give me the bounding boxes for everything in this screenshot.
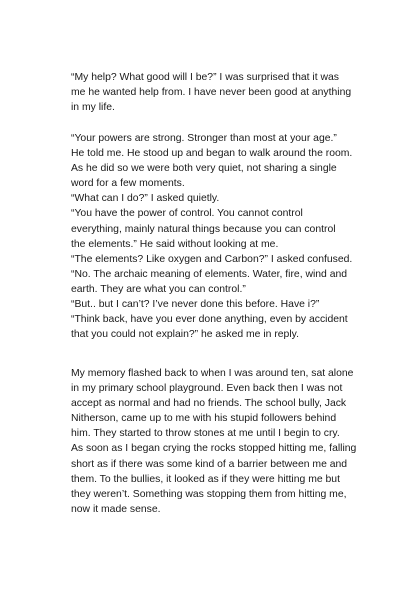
text-line: “My help? What good will I be?” I was surprised that it was bbox=[71, 72, 339, 83]
text-line: My memory flashed back to when I was around ten, sat alone bbox=[71, 368, 354, 379]
text-line: they weren’t. Something was stopping them from hitting me, bbox=[71, 488, 347, 500]
text-line: As soon as I began crying the rocks stopped hitting me, falling bbox=[71, 443, 357, 455]
text-line: “You have the power of control. You cannot control bbox=[71, 208, 303, 220]
text-line: “Think back, have you ever done anything, even by accident bbox=[71, 314, 348, 326]
text-line: Nitherson, came up to me with his stupid followers behind bbox=[71, 413, 337, 425]
text-line: him. They started to throw stones at me until I begin to cry. bbox=[71, 428, 340, 440]
paragraph-dialogue-powers bbox=[71, 131, 371, 342]
text-line: everything, mainly natural things because you can control bbox=[71, 223, 336, 235]
text-line: in my life. bbox=[71, 102, 115, 114]
text-line: them. To the bullies, it looked as if they were hitting me but bbox=[71, 473, 340, 485]
text-line: earth. They are what you can control.” bbox=[71, 283, 246, 295]
paragraph-memory-flashback bbox=[71, 366, 371, 517]
text-line: in my primary school playground. Even back then I was not bbox=[71, 383, 343, 395]
text-line: accept as normal and had no friends. The school bully, Jack bbox=[71, 398, 347, 410]
text-line: me he wanted help from. I have never been good at anything bbox=[71, 87, 352, 99]
text-line: short as if there was some kind of a barrier between me and bbox=[71, 458, 348, 470]
text-line: He told me. He stood up and began to walk around the room. bbox=[71, 148, 353, 160]
text-line: “But.. but I can’t? I’ve never done this before. Have i?” bbox=[71, 299, 320, 311]
text-line: “No. The archaic meaning of elements. Water, fire, wind and bbox=[71, 268, 348, 280]
text-line: the elements.” He said without looking at me. bbox=[71, 238, 279, 250]
text-line: “What can I do?” I asked quietly. bbox=[71, 193, 220, 205]
text-line: that you could not explain?” he asked me in reply. bbox=[71, 329, 299, 341]
text-line: now it made sense. bbox=[71, 503, 161, 515]
text-line: “The elements? Like oxygen and Carbon?” I asked confused. bbox=[71, 253, 353, 265]
text-line: As he did so we were both very quiet, not sharing a single bbox=[71, 163, 337, 175]
paragraph-dialogue-help bbox=[71, 70, 371, 115]
text-line: word for a few moments. bbox=[71, 178, 185, 190]
text-line: “Your powers are strong. Stronger than most at your age.” bbox=[71, 133, 337, 144]
